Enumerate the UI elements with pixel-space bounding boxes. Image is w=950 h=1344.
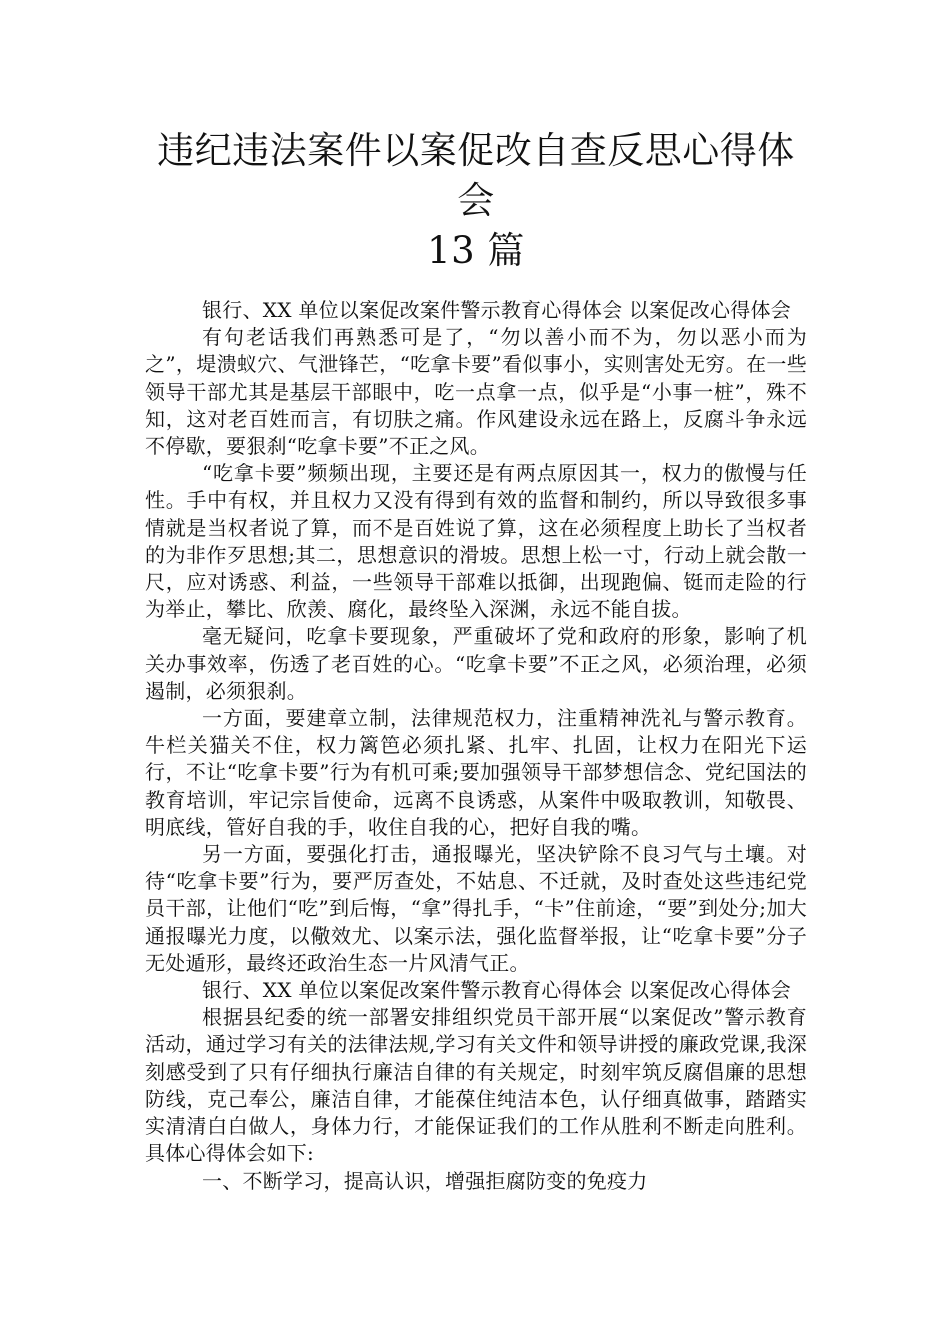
paragraph-subheading-2: 银行、XX 单位以案促改案件警示教育心得体会 以案促改心得体会: [202, 978, 791, 1003]
paragraph-subheading-1: 银行、XX 单位以案促改案件警示教育心得体会 以案促改心得体会: [202, 298, 791, 322]
paragraph-impact: 毫无疑问，吃拿卡要现象，严重破坏了党和政府的形象，影响了机关办事效率，伤透了老百姓的心。“吃拿卡要”不正之风，必须治理，必须遏制，必须狠刹。: [145, 624, 807, 703]
paragraph-background: 根据县纪委的统一部署安排组织党员干部开展“以案促改”警示教育活动，通过学习有关的法律法规,学习有关文件和领导讲授的廉政党课,我深刻感受到了只有仔细执行廉洁自律的有关规定，时刻牢筑反腐倡廉的思想防线，克己奉公，廉洁自律，才能葆住纯洁本色，认仔细真做事，踏踏实实清清白白做人，身体力行，才能保证我们的工作从胜利不断走向胜利。具体心得体会如下:: [145, 1005, 807, 1166]
document-page: [145, 126, 807, 1195]
document-title-line-1: 违纪违法案件以案促改自查反思心得体会: [157, 129, 795, 222]
paragraph-measure-1: 一方面，要建章立制，法律规范权力，注重精神洗礼与警示教育。牛栏关猫关不住，权力篱笆必须扎紧、扎牢、扎固，让权力在阳光下运行，不让“吃拿卡要”行为有机可乘;要加强领导干部梦想信念、党纪国法的教育培训，牢记宗旨使命，远离不良诱惑，从案件中吸取教训，知敬畏、明底线，管好自我的手，收住自我的心，把好自我的嘴。: [145, 706, 807, 839]
document-title-line-2: 13 篇: [427, 229, 525, 272]
document-title: [145, 126, 807, 276]
paragraph-causes: “吃拿卡要”频频出现，主要还是有两点原因其一，权力的傲慢与任性。手中有权，并且权力又没有得到有效的监督和制约，所以导致很多事情就是当权者说了算，而不是百姓说了算，这在必须程度上助长了当权者的为非作歹思想;其二，思想意识的滑坡。思想上松一寸，行动上就会散一尺，应对诱惑、利益，一些领导干部难以抵御，出现跑偏、铤而走险的行为举止，攀比、欣羡、腐化，最终坠入深渊，永远不能自拔。: [145, 461, 807, 622]
paragraph-measure-2: 另一方面，要强化打击，通报曝光，坚决铲除不良习气与土壤。对待“吃拿卡要”行为，要严厉查处，不姑息、不迁就，及时查处这些违纪党员干部，让他们“吃”到后悔，“拿”得扎手，“卡”住前途，“要”到处分;加大通报曝光力度，以儆效尤、以案示法，强化监督举报，让“吃拿卡要”分子无处遁形，最终还政治生态一片风清气正。: [145, 842, 807, 975]
paragraph-intro: 有句老话我们再熟悉可是了，“勿以善小而不为，勿以恶小而为之”，堤溃蚁穴、气泄锋芒，“吃拿卡要”看似事小，实则害处无穷。在一些领导干部尤其是基层干部眼中，吃一点拿一点，似乎是“小事一桩”，殊不知，这对老百姓而言，有切肤之痛。作风建设永远在路上，反腐斗争永远不停歇，要狠刹“吃拿卡要”不正之风。: [145, 325, 807, 459]
paragraph-section-heading: 一、不断学习，提高认识，增强拒腐防变的免疫力: [202, 1168, 648, 1193]
